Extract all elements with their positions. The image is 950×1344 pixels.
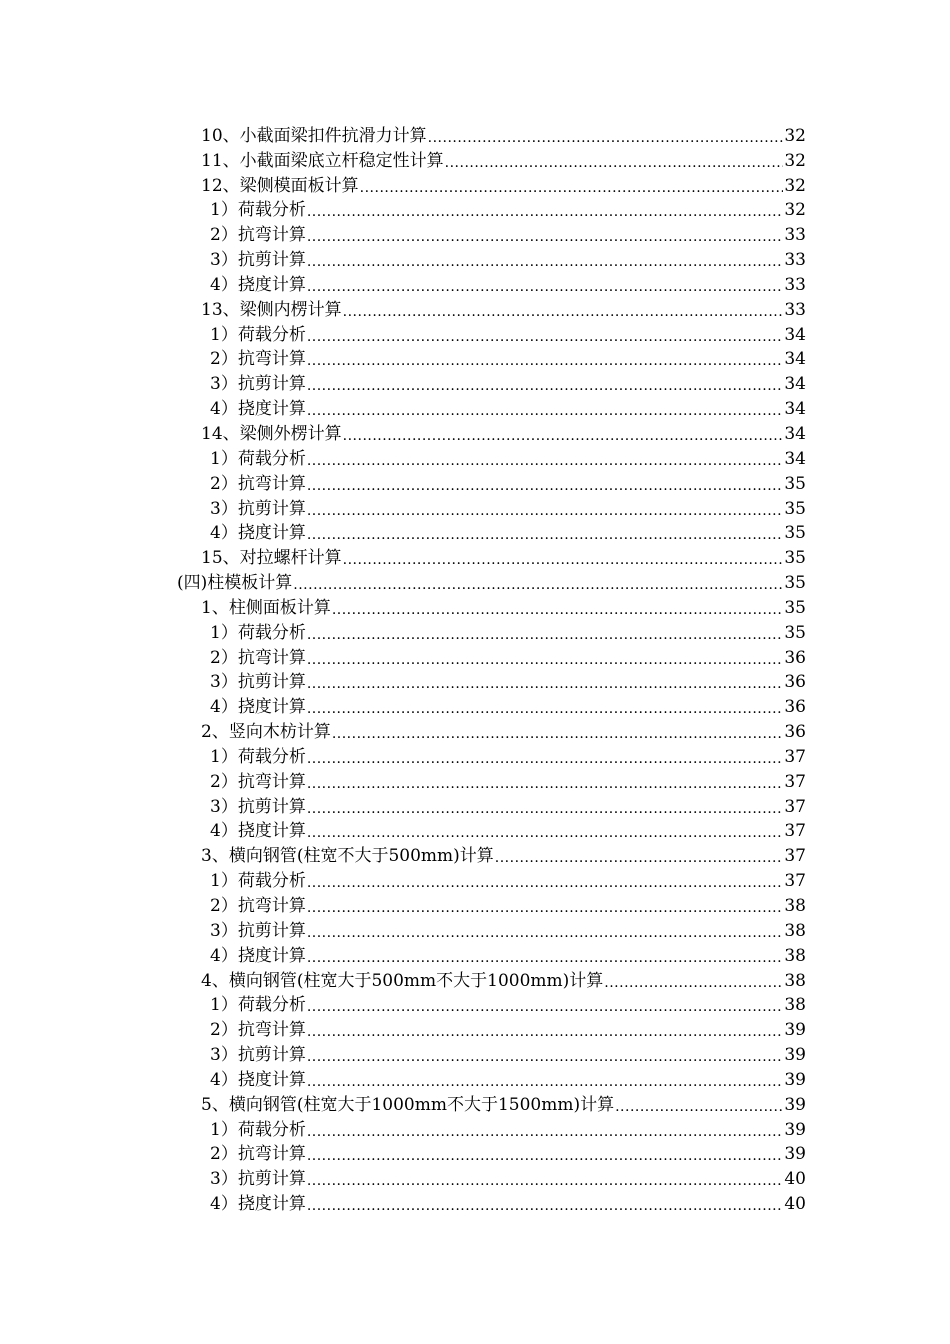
toc-entry[interactable] [0, 670, 950, 695]
toc-entry[interactable] [0, 123, 950, 148]
toc-entry-page-number: 40 [784, 1194, 806, 1215]
toc-entry[interactable] [0, 719, 950, 744]
toc-entry-title: 1）荷载分析 [210, 995, 306, 1016]
toc-entry[interactable] [0, 843, 950, 868]
toc-dot-leader [307, 1122, 784, 1142]
toc-dot-leader [307, 749, 784, 769]
toc-entry-title: 3、横向钢管(柱宽不大于500mm)计算 [201, 846, 494, 867]
toc-entry-page-number: 35 [784, 523, 806, 544]
toc-entry-page-number: 34 [784, 423, 806, 444]
toc-dot-leader [307, 898, 784, 918]
toc-entry-page-number: 34 [784, 399, 806, 420]
toc-dot-leader [307, 997, 784, 1017]
toc-dot-leader [307, 501, 784, 521]
toc-entry[interactable] [0, 645, 950, 670]
toc-dot-leader [307, 799, 784, 819]
toc-entry[interactable] [0, 819, 950, 844]
toc-entry-title: 3）抗剪计算 [210, 250, 306, 271]
toc-entry-page-number: 39 [784, 1045, 806, 1066]
toc-entry-title: 4）挠度计算 [210, 1069, 306, 1090]
toc-entry[interactable] [0, 198, 950, 223]
toc-entry[interactable] [0, 620, 950, 645]
toc-entry-page-number: 37 [784, 871, 806, 892]
toc-entry[interactable] [0, 322, 950, 347]
toc-entry-page-number: 38 [784, 970, 806, 991]
toc-entry[interactable] [0, 918, 950, 943]
toc-entry-page-number: 39 [784, 1119, 806, 1140]
toc-entry-page-number: 35 [784, 548, 806, 569]
toc-entry-page-number: 35 [784, 573, 806, 594]
toc-entry-title: 13、梁侧内楞计算 [201, 299, 342, 320]
toc-entry[interactable] [0, 943, 950, 968]
toc-dot-leader [307, 1047, 784, 1067]
toc-dot-leader [307, 451, 784, 471]
toc-entry-title: 1）荷载分析 [210, 622, 306, 643]
toc-entry[interactable] [0, 1042, 950, 1067]
toc-entry-title: 14、梁侧外楞计算 [201, 423, 342, 444]
toc-dot-leader [307, 625, 784, 645]
toc-entry-page-number: 37 [784, 796, 806, 817]
toc-dot-leader [307, 923, 784, 943]
toc-entry-page-number: 39 [784, 1069, 806, 1090]
toc-entry-title: 1）荷载分析 [210, 324, 306, 345]
toc-entry[interactable] [0, 1166, 950, 1191]
toc-entry[interactable] [0, 595, 950, 620]
toc-entry-page-number: 35 [784, 498, 806, 519]
toc-entry-title: 4）挠度计算 [210, 523, 306, 544]
toc-entry-page-number: 37 [784, 821, 806, 842]
toc-dot-leader [360, 178, 784, 198]
toc-entry-page-number: 39 [784, 1144, 806, 1165]
toc-entry-title: 1）荷载分析 [210, 746, 306, 767]
toc-entry-title: 1）荷载分析 [210, 200, 306, 221]
toc-entry[interactable] [0, 1092, 950, 1117]
toc-dot-leader [307, 823, 784, 843]
toc-entry-page-number: 34 [784, 374, 806, 395]
toc-dot-leader [307, 650, 784, 670]
toc-entry-title: 4）挠度计算 [210, 821, 306, 842]
toc-dot-leader [307, 327, 784, 347]
toc-entry[interactable] [0, 471, 950, 496]
toc-entry-title: 2）抗弯计算 [210, 771, 306, 792]
toc-entry-title: 5、横向钢管(柱宽大于1000mm不大于1500mm)计算 [201, 1094, 615, 1115]
toc-entry[interactable] [0, 1191, 950, 1216]
toc-dot-leader [495, 848, 784, 868]
toc-dot-leader [307, 1171, 784, 1191]
toc-entry-page-number: 33 [784, 274, 806, 295]
toc-entry-page-number: 37 [784, 771, 806, 792]
toc-entry[interactable] [0, 297, 950, 322]
toc-entry-title: 10、小截面梁扣件抗滑力计算 [201, 125, 427, 146]
toc-entry[interactable] [0, 744, 950, 769]
toc-entry[interactable] [0, 521, 950, 546]
toc-entry-title: 3）抗剪计算 [210, 374, 306, 395]
toc-dot-leader [343, 426, 784, 446]
toc-entry-page-number: 40 [784, 1169, 806, 1190]
toc-entry-page-number: 32 [784, 125, 806, 146]
toc-entry-page-number: 36 [784, 697, 806, 718]
toc-dot-leader [307, 699, 784, 719]
toc-entry-title: 3）抗剪计算 [210, 672, 306, 693]
toc-entry[interactable] [0, 496, 950, 521]
toc-entry-title: 2）抗弯计算 [210, 1020, 306, 1041]
toc-entry-page-number: 37 [784, 746, 806, 767]
toc-dot-leader [307, 376, 784, 396]
toc-entry-title: 1）荷载分析 [210, 448, 306, 469]
toc-entry[interactable] [0, 769, 950, 794]
toc-entry-page-number: 34 [784, 448, 806, 469]
toc-entry[interactable] [0, 570, 950, 595]
toc-entry-page-number: 36 [784, 647, 806, 668]
toc-dot-leader [307, 202, 784, 222]
toc-dot-leader [307, 774, 784, 794]
toc-dot-leader [307, 227, 784, 247]
toc-dot-leader [307, 1022, 784, 1042]
toc-dot-leader [307, 1146, 784, 1166]
toc-entry-page-number: 38 [784, 920, 806, 941]
toc-entry[interactable] [0, 446, 950, 471]
toc-entry-page-number: 36 [784, 672, 806, 693]
toc-entry-page-number: 38 [784, 945, 806, 966]
toc-entry[interactable] [0, 868, 950, 893]
toc-entry-page-number: 38 [784, 896, 806, 916]
toc-entry-title: 2）抗弯计算 [210, 647, 306, 668]
toc-entry-title: 3）抗剪计算 [210, 1169, 306, 1190]
toc-dot-leader [307, 1196, 784, 1216]
toc-entry-page-number: 39 [784, 1094, 806, 1115]
toc-entry[interactable] [0, 1142, 950, 1167]
toc-entry-page-number: 33 [784, 225, 806, 246]
toc-entry-page-number: 32 [784, 200, 806, 221]
toc-entry-page-number: 33 [784, 299, 806, 320]
toc-entry[interactable] [0, 993, 950, 1018]
toc-entry-title: 3）抗剪计算 [210, 1045, 306, 1066]
toc-entry[interactable] [0, 694, 950, 719]
toc-entry-title: 4）挠度计算 [210, 399, 306, 420]
toc-dot-leader [307, 525, 784, 545]
toc-entry-title: 3）抗剪计算 [210, 498, 306, 519]
toc-entry-title: 1、柱侧面板计算 [201, 597, 331, 618]
toc-entry-title: 12、梁侧模面板计算 [201, 175, 359, 196]
toc-entry[interactable] [0, 396, 950, 421]
toc-dot-leader [307, 476, 784, 496]
toc-entry-title: 2、竖向木枋计算 [201, 722, 331, 743]
toc-entry[interactable] [0, 371, 950, 396]
toc-entry-page-number: 32 [784, 175, 806, 196]
toc-entry[interactable] [0, 148, 950, 173]
toc-dot-leader [307, 277, 784, 297]
toc-entry-page-number: 32 [784, 150, 806, 171]
table-of-contents [0, 123, 950, 1216]
toc-entry-page-number: 33 [784, 250, 806, 271]
toc-entry[interactable] [0, 421, 950, 446]
toc-dot-leader [307, 351, 784, 371]
toc-dot-leader [332, 724, 784, 744]
toc-entry-title: 1）荷载分析 [210, 871, 306, 892]
toc-entry[interactable] [0, 893, 950, 918]
toc-entry[interactable] [0, 247, 950, 272]
toc-dot-leader [307, 873, 784, 893]
toc-entry-title: 4）挠度计算 [210, 945, 306, 966]
toc-entry-title: 11、小截面梁底立杆稳定性计算 [201, 150, 444, 171]
toc-entry-title: 3）抗剪计算 [210, 796, 306, 817]
toc-entry-page-number: 36 [784, 722, 806, 743]
toc-entry-title: 2）抗弯计算 [210, 1144, 306, 1165]
toc-entry[interactable] [0, 272, 950, 297]
toc-entry-title: 2）抗弯计算 [210, 349, 306, 370]
toc-entry-page-number: 35 [784, 597, 806, 618]
toc-entry-page-number: 35 [784, 473, 806, 494]
toc-dot-leader [307, 252, 784, 272]
toc-entry-title: 15、对拉螺杆计算 [201, 548, 342, 569]
toc-dot-leader [307, 1072, 784, 1092]
toc-entry-title: 4）挠度计算 [210, 274, 306, 295]
toc-entry[interactable] [0, 545, 950, 570]
toc-entry[interactable] [0, 968, 950, 993]
toc-entry[interactable] [0, 1117, 950, 1142]
toc-dot-leader [343, 302, 784, 322]
toc-entry-title: 2）抗弯计算 [210, 896, 306, 916]
toc-entry[interactable] [0, 1067, 950, 1092]
toc-dot-leader [615, 1097, 783, 1117]
toc-dot-leader [293, 575, 783, 595]
toc-entry-title: 2）抗弯计算 [210, 225, 306, 246]
toc-dot-leader [332, 600, 784, 620]
toc-entry-page-number: 34 [784, 349, 806, 370]
toc-entry[interactable] [0, 1017, 950, 1042]
toc-entry-page-number: 37 [784, 846, 806, 867]
toc-entry[interactable] [0, 173, 950, 198]
toc-dot-leader [307, 674, 784, 694]
toc-entry-title: 1）荷载分析 [210, 1119, 306, 1140]
toc-dot-leader [307, 401, 784, 421]
toc-entry-title: 2）抗弯计算 [210, 473, 306, 494]
toc-dot-leader [343, 550, 784, 570]
toc-entry-title: 4、横向钢管(柱宽大于500mm不大于1000mm)计算 [201, 970, 604, 991]
toc-entry-title: (四)柱模板计算 [177, 573, 293, 594]
toc-entry-title: 4）挠度计算 [210, 697, 306, 718]
toc-dot-leader [428, 128, 784, 148]
toc-dot-leader [307, 948, 784, 968]
toc-entry-title: 3）抗剪计算 [210, 920, 306, 941]
toc-dot-leader [445, 153, 784, 173]
toc-entry[interactable] [0, 347, 950, 372]
toc-entry-page-number: 35 [784, 622, 806, 643]
toc-entry-title: 4）挠度计算 [210, 1194, 306, 1215]
toc-entry[interactable] [0, 222, 950, 247]
toc-entry-page-number: 39 [784, 1020, 806, 1041]
toc-entry[interactable] [0, 794, 950, 819]
toc-entry-page-number: 34 [784, 324, 806, 345]
toc-dot-leader [604, 973, 783, 993]
toc-entry-page-number: 38 [784, 995, 806, 1016]
